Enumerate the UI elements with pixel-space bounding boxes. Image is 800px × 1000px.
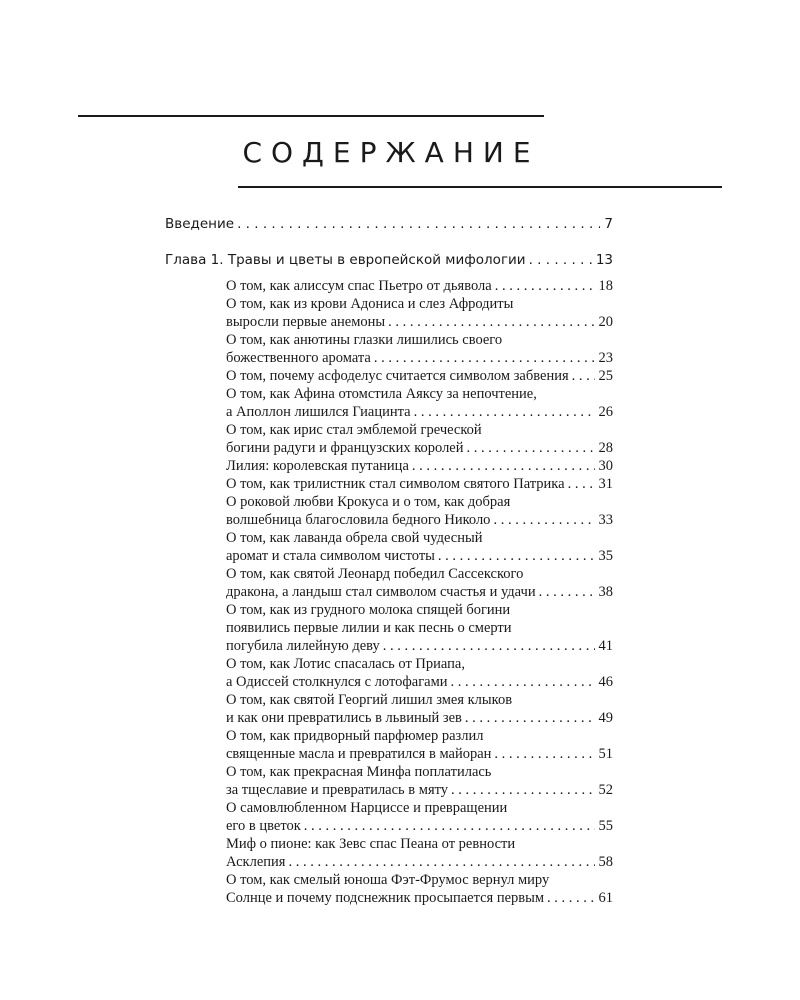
toc-entry-text: О том, как святой Георгий лишил змея клыков <box>226 692 513 708</box>
toc-entry <box>226 709 613 727</box>
toc-entry-text: О том, как прекрасная Минфа поплатилась <box>226 764 492 780</box>
dot-leader <box>544 889 594 907</box>
toc-page-number: 28 <box>598 440 613 456</box>
dot-leader <box>536 583 595 601</box>
toc-page-number: 61 <box>598 890 613 906</box>
toc-entry-text: О том, как из крови Адониса и слез Афродиты <box>226 296 514 312</box>
dot-leader <box>435 547 595 565</box>
toc-page-number: 13 <box>595 252 613 268</box>
toc-entry-text: а Одиссей столкнулся с лотофагами <box>226 674 448 690</box>
toc-entry <box>226 457 613 475</box>
dot-leader <box>411 403 595 421</box>
toc-entry-text: божественного аромата <box>226 350 371 366</box>
dot-leader <box>301 817 595 835</box>
toc-entry-text: и как они превратились в львиный зев <box>226 710 462 726</box>
toc-entry <box>226 853 613 871</box>
toc-entry-text: О роковой любви Крокуса и о том, как добрая <box>226 494 511 510</box>
dot-leader <box>285 853 594 871</box>
toc-entry-text: погубила лилейную деву <box>226 638 380 654</box>
toc-page-number: 33 <box>598 512 613 528</box>
toc-entry <box>226 817 613 835</box>
dot-leader <box>448 781 594 799</box>
toc-entry-text: О том, как ирис стал эмблемой греческой <box>226 422 482 438</box>
toc-page-number: 55 <box>598 818 613 834</box>
toc-entry-text: О том, как святой Леонард победил Сассекского <box>226 566 524 582</box>
dot-leader <box>565 475 595 493</box>
toc-entry <box>226 781 613 799</box>
toc-entry <box>226 403 613 421</box>
toc-page-number: 30 <box>598 458 613 474</box>
toc-entry-text: О самовлюбленном Нарциссе и превращении <box>226 800 508 816</box>
toc-page-number: 38 <box>598 584 613 600</box>
toc-page-number: 51 <box>598 746 613 762</box>
dot-leader <box>526 251 592 269</box>
toc-entry-text: а Аполлон лишился Гиацинта <box>226 404 411 420</box>
toc-page-number: 41 <box>598 638 613 654</box>
toc-entry <box>165 215 613 233</box>
toc-entry <box>226 313 613 331</box>
toc-page-number: 26 <box>598 404 613 420</box>
toc-page-number: 7 <box>604 216 613 232</box>
toc-page-number: 49 <box>598 710 613 726</box>
toc-entry <box>226 745 613 763</box>
toc-page-number: 25 <box>598 368 613 384</box>
toc-entry-text: Лилия: королевская путаница <box>226 458 409 474</box>
toc-entry-text: Введение <box>165 216 235 232</box>
toc-entry <box>226 583 613 601</box>
page-title: СОДЕРЖАНИЕ <box>242 136 540 169</box>
toc-entry-text: Асклепия <box>226 854 286 870</box>
toc-entry-text: богини радуги и французских королей <box>226 440 464 456</box>
toc-entry-text: Солнце и почему подснежник просыпается первым <box>226 890 545 906</box>
toc-entry-text: О том, как Афина отомстила Аяксу за непочтение, <box>226 386 537 402</box>
toc-entry-text: О том, как трилистник стал символом святого Патрика <box>226 476 565 492</box>
toc-entry <box>226 349 613 367</box>
toc-entry-text: О том, как Лотис спасалась от Приапа, <box>226 656 465 672</box>
dot-leader <box>464 439 595 457</box>
dot-leader <box>409 457 595 475</box>
dot-leader <box>385 313 594 331</box>
toc-entry <box>226 439 613 457</box>
toc-entry-text: волшебница благословила бедного Николо <box>226 512 491 528</box>
toc-entry-text: О том, как смелый юноша Фэт-Фрумос вернул миру <box>226 872 550 888</box>
toc-page-number: 58 <box>598 854 613 870</box>
dot-leader <box>492 277 595 295</box>
dot-leader <box>490 511 594 529</box>
toc-page-number: 35 <box>598 548 613 564</box>
dot-leader <box>569 367 595 385</box>
toc-entry-text: появились первые лилии и как песнь о смерти <box>226 620 512 636</box>
toc-entry-text: за тщеславие и превратилась в мяту <box>226 782 449 798</box>
toc-entry <box>226 277 613 295</box>
toc-page-number: 20 <box>598 314 613 330</box>
toc-entry-text: О том, как из грудного молока спящей богини <box>226 602 511 618</box>
toc-entry-text: его в цветок <box>226 818 301 834</box>
dot-leader <box>380 637 595 655</box>
toc-entry-text: О том, как придворный парфюмер разлил <box>226 728 484 744</box>
toc-entry-text: О том, как лаванда обрела свой чудесный <box>226 530 483 546</box>
toc-entry-text: священные масла и превратился в майоран <box>226 746 492 762</box>
toc-entry <box>226 511 613 529</box>
toc-entry <box>226 475 613 493</box>
toc-entry <box>226 673 613 691</box>
toc-page-number: 52 <box>598 782 613 798</box>
toc-page-number: 31 <box>598 476 613 492</box>
toc-entry-text: дракона, а ландыш стал символом счастья и удачи <box>226 584 536 600</box>
dot-leader <box>371 349 595 367</box>
toc-entry-text: Глава 1. Травы и цветы в европейской мифологии <box>165 252 526 268</box>
toc-page-number: 23 <box>598 350 613 366</box>
toc-entry <box>226 547 613 565</box>
dot-leader <box>448 673 595 691</box>
toc-entry <box>226 889 613 907</box>
dot-leader <box>234 215 600 233</box>
toc-entry-text: О том, как анютины глазки лишились своего <box>226 332 503 348</box>
toc-entry-text: О том, как алиссум спас Пьетро от дьявола <box>226 278 492 294</box>
toc-entry-text: Миф о пионе: как Зевс спас Пеана от ревности <box>226 836 516 852</box>
toc-entry <box>165 251 613 269</box>
toc-entry <box>226 367 613 385</box>
toc-page-number: 46 <box>598 674 613 690</box>
toc-entry-text: О том, почему асфоделус считается символом забвения <box>226 368 569 384</box>
dot-leader <box>462 709 595 727</box>
dot-leader <box>491 745 594 763</box>
toc-entry-text: аромат и стала символом чистоты <box>226 548 435 564</box>
toc-entry <box>226 637 613 655</box>
toc-entry-text: выросли первые анемоны <box>226 314 386 330</box>
toc-page-number: 18 <box>598 278 613 294</box>
